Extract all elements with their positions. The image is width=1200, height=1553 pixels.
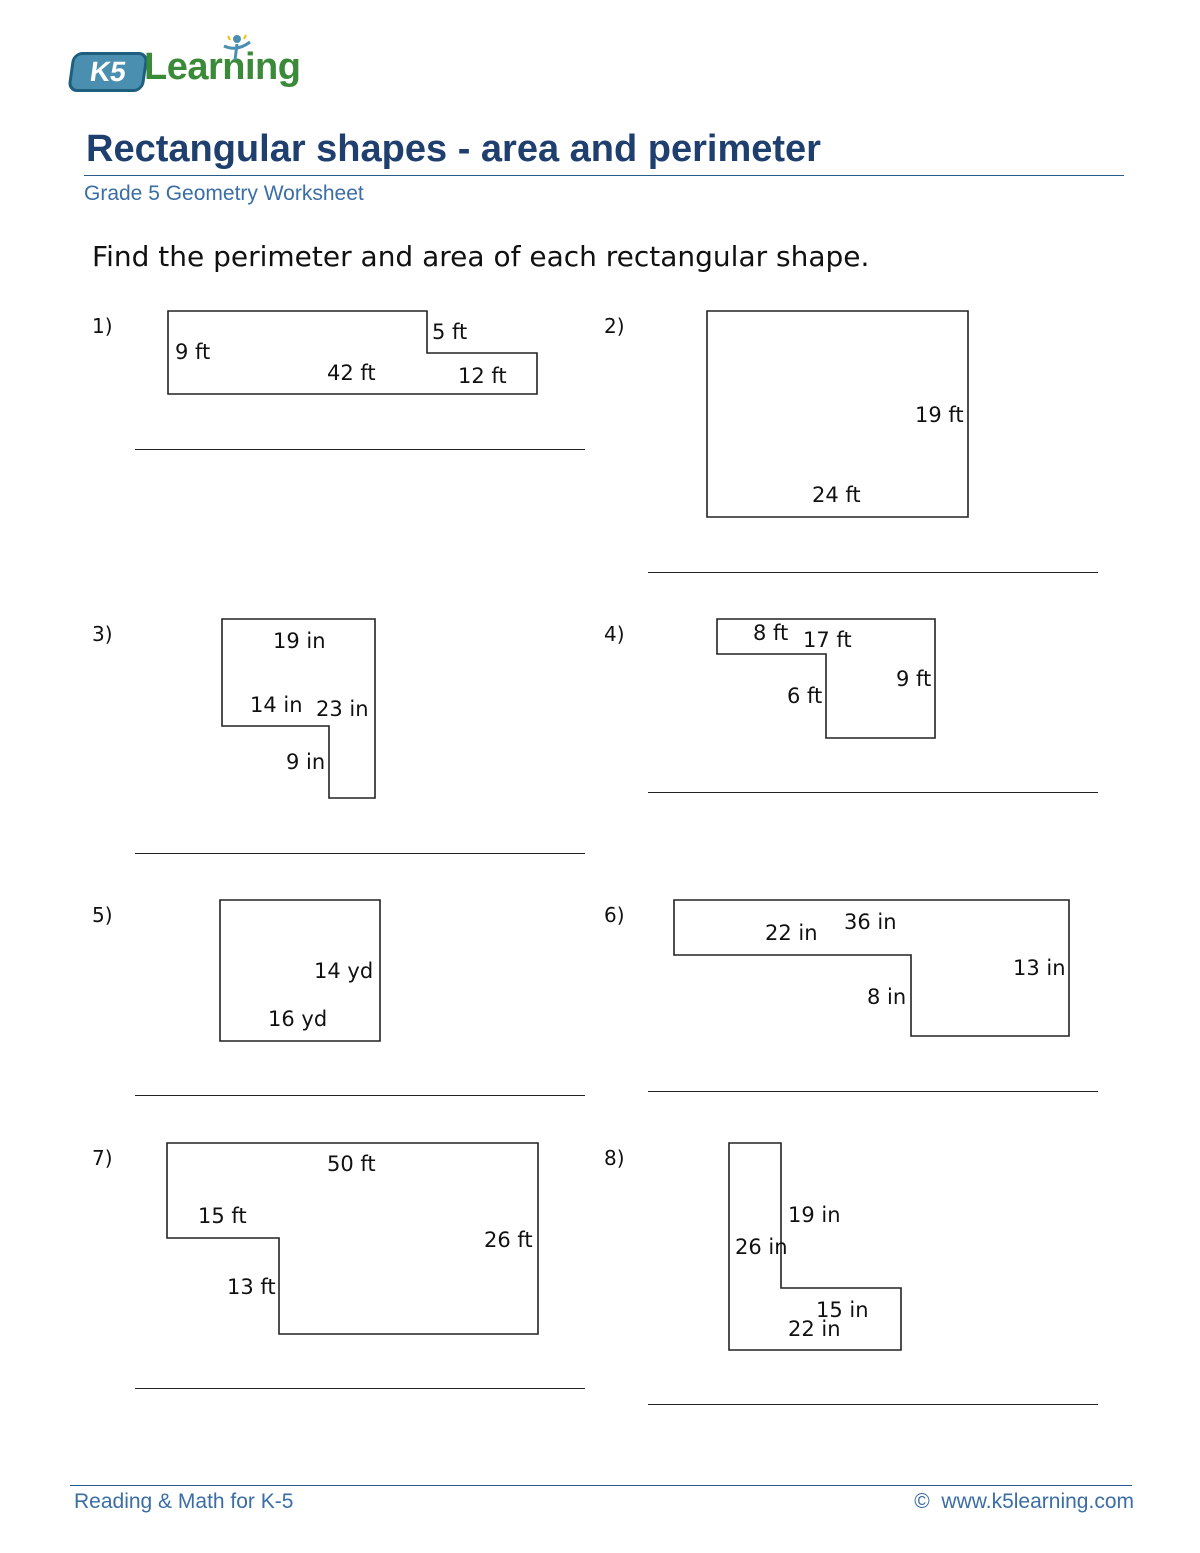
- dimension-label: 14 in: [250, 693, 303, 717]
- dimension-label: 22 in: [765, 921, 818, 945]
- dimension-label: 26 in: [735, 1235, 788, 1259]
- page-subtitle: Grade 5 Geometry Worksheet: [84, 182, 364, 205]
- answer-line: [135, 1388, 585, 1389]
- problem-number: 7): [92, 1146, 113, 1170]
- problem-number: 2): [604, 314, 625, 338]
- answer-line: [135, 449, 585, 450]
- problem-number: 4): [604, 622, 625, 646]
- copyright-icon: ©: [914, 1490, 930, 1513]
- dimension-label: 15 in: [816, 1298, 869, 1322]
- logo-k5-badge: K5: [67, 52, 149, 92]
- instructions: Find the perimeter and area of each rectangular shape.: [92, 240, 870, 273]
- footer-website-url[interactable]: www.k5learning.com: [941, 1490, 1134, 1513]
- dimension-label: 19 in: [788, 1203, 841, 1227]
- dimension-label: 9 ft: [896, 667, 932, 691]
- dimension-label: 17 ft: [803, 628, 852, 652]
- answer-line: [135, 1095, 585, 1096]
- dimension-label: 42 ft: [327, 361, 376, 385]
- dimension-label: 6 ft: [787, 684, 823, 708]
- footer-website[interactable]: [914, 1490, 1134, 1514]
- footer-tagline: Reading & Math for K-5: [74, 1490, 294, 1513]
- dimension-label: 19 in: [273, 629, 326, 653]
- problem-number: 8): [604, 1146, 625, 1170]
- page-title: Rectangular shapes - area and perimeter: [86, 128, 821, 170]
- logo-wordmark: Learning: [144, 46, 301, 88]
- answer-line: [648, 572, 1098, 573]
- dimension-label: 12 ft: [458, 364, 507, 388]
- dimension-label: 8 ft: [753, 621, 789, 645]
- answer-line: [648, 1404, 1098, 1405]
- dimension-label: 9 ft: [175, 340, 211, 364]
- problem-number: 3): [92, 622, 113, 646]
- dimension-label: 14 yd: [314, 959, 374, 983]
- dimension-label: 50 ft: [327, 1152, 376, 1176]
- dimension-label: 13 in: [1013, 956, 1066, 980]
- dimension-label: 13 ft: [227, 1275, 276, 1299]
- dimension-label: 22 in: [788, 1317, 841, 1341]
- dimension-label: 19 ft: [915, 403, 964, 427]
- dimension-label: 16 yd: [268, 1007, 328, 1031]
- dimension-label: 15 ft: [198, 1204, 247, 1228]
- dimension-label: 24 ft: [812, 483, 861, 507]
- dimension-label: 8 in: [867, 985, 907, 1009]
- dimension-label: 36 in: [844, 910, 897, 934]
- dimension-label: 5 ft: [432, 320, 468, 344]
- dimension-label: 26 ft: [484, 1228, 533, 1252]
- problem-number: 1): [92, 314, 113, 338]
- answer-line: [648, 1091, 1098, 1092]
- dimension-label: 9 in: [286, 750, 326, 774]
- answer-line: [648, 792, 1098, 793]
- problem-number: 6): [604, 903, 625, 927]
- dimension-label: 23 in: [316, 697, 369, 721]
- footer-divider: [70, 1485, 1132, 1486]
- problem-number: 5): [92, 903, 113, 927]
- answer-line: [135, 853, 585, 854]
